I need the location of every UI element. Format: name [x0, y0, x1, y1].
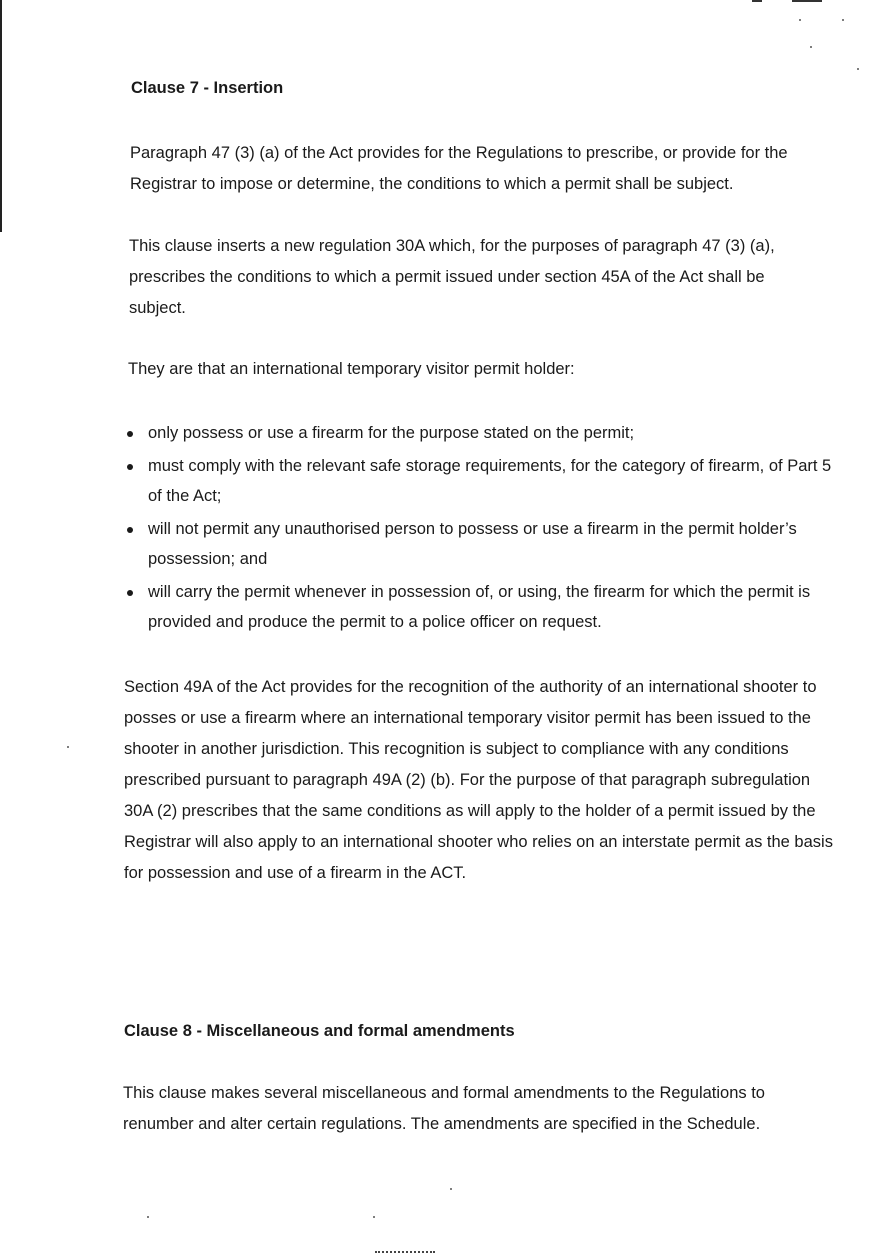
clause-7-paragraph-2: This clause inserts a new regulation 30A which, for the purposes of paragraph 47 (3) (a), prescribes the conditions to which a permit issued under section 45A of the Act shall be subject.: [129, 237, 775, 317]
clause-7-heading: Clause 7 - Insertion: [131, 79, 284, 97]
list-item-text: must comply with the relevant safe storage requirements, for the category of firearm, of Part 5 of the Act;: [148, 457, 832, 505]
list-item: [123, 451, 843, 511]
scan-mark: [752, 0, 762, 2]
list-item-text: only possess or use a firearm for the purpose stated on the permit;: [148, 424, 635, 442]
scan-speck: [147, 1216, 149, 1218]
scan-speck: [450, 1188, 452, 1190]
scan-mark: [792, 0, 822, 2]
list-item: [123, 514, 843, 574]
bullet-icon: [127, 590, 133, 596]
list-item-text: will not permit any unauthorised person to possess or use a firearm in the permit holder’s possession; and: [148, 520, 797, 568]
clause-7-paragraph-3: They are that an international temporary visitor permit holder:: [128, 360, 575, 378]
clause-8-heading: Clause 8 - Miscellaneous and formal amendments: [124, 1022, 515, 1040]
scan-speck: [842, 19, 844, 21]
scan-speck: [373, 1216, 375, 1218]
clause-8-paragraph-1: This clause makes several miscellaneous and formal amendments to the Regulations to renumber and alter certain regulations. The amendments are specified in the Schedule.: [123, 1084, 765, 1133]
scan-speck: [67, 746, 69, 748]
bullet-icon: [127, 431, 133, 437]
clause-7-paragraph-4: Section 49A of the Act provides for the recognition of the authority of an international shooter to posses or use a firearm where an international temporary visitor permit has been issued to the shooter in another jurisdiction. This recognition is subject to compliance with any conditions prescribed pursuant to paragraph 49A (2) (b). For the purpose of that paragraph subregulation 30A (2) prescribes that the same conditions as will apply to the holder of a permit issued by the Registrar will also apply to an international shooter who relies on an interstate permit as the basis for possession and use of a firearm in the ACT.: [124, 678, 833, 882]
list-item: [123, 577, 843, 637]
clause-7-paragraph-1: Paragraph 47 (3) (a) of the Act provides for the Regulations to prescribe, or provide for the Registrar to impose or determine, the conditions to which a permit shall be subject.: [130, 144, 788, 193]
scan-speck: [799, 19, 801, 21]
list-item-text: will carry the permit whenever in possession of, or using, the firearm for which the permit is provided and produce the permit to a police officer on request.: [148, 583, 811, 631]
scan-margin-line: [0, 0, 2, 232]
scan-speck: [810, 46, 812, 48]
permit-conditions-list: [123, 418, 843, 640]
bullet-icon: [127, 527, 133, 533]
list-item: [123, 418, 843, 448]
scan-speck: [857, 68, 859, 70]
bullet-icon: [127, 464, 133, 470]
scan-mark: [375, 1251, 435, 1255]
